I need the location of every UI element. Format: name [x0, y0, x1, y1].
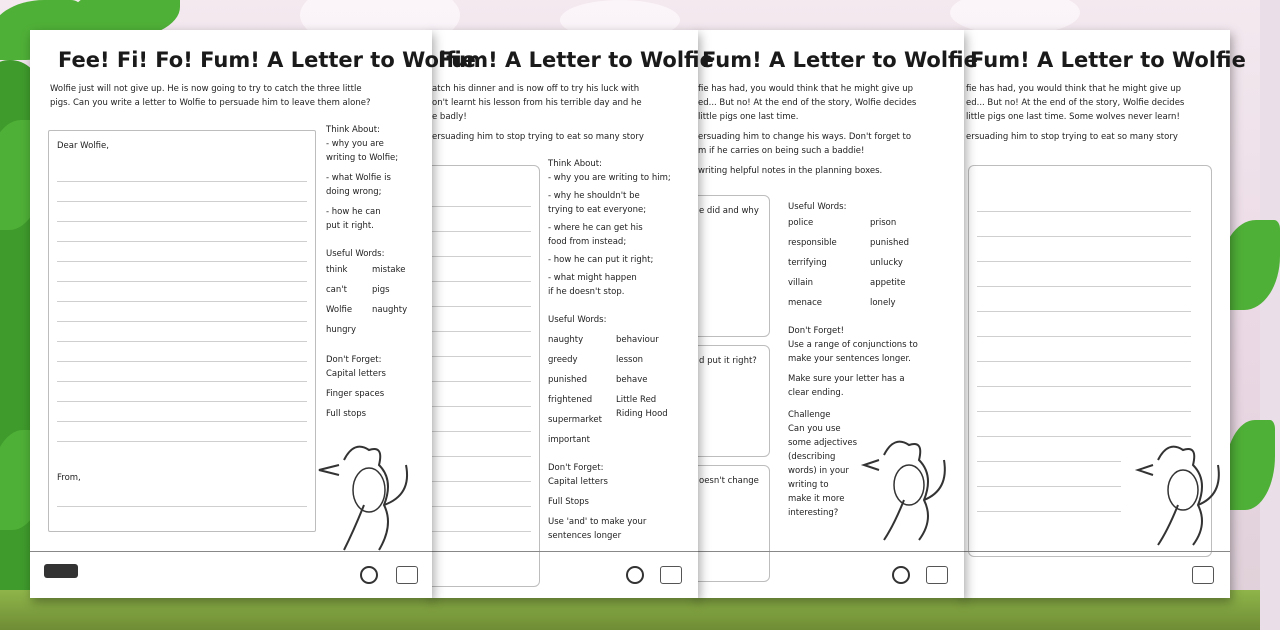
useful-word: police — [788, 218, 814, 228]
football-icon — [360, 566, 378, 584]
dont-forget-item: Full Stops — [548, 497, 589, 507]
useful-word: Riding Hood — [616, 409, 668, 419]
think-about-item: if he doesn't stop. — [548, 287, 625, 297]
wolf-illustration — [864, 430, 949, 545]
planning-box-label: d put it right? — [699, 356, 757, 366]
worksheet-2 — [428, 30, 714, 598]
useful-words-title: Useful Words: — [548, 315, 607, 325]
challenge-title: Challenge — [788, 410, 831, 420]
think-about-item: trying to eat everyone; — [548, 205, 647, 215]
intro-text: on't learnt his lesson from his terrible day and he — [432, 98, 642, 108]
useful-word: punished — [870, 238, 909, 248]
think-about-item: put it right. — [326, 221, 374, 231]
think-about-item: - why you are writing to him; — [548, 173, 671, 183]
worksheet-3 — [694, 30, 978, 598]
useful-word: supermarket — [548, 415, 602, 425]
challenge-text: writing to — [788, 480, 829, 490]
useful-word: hungry — [326, 325, 357, 335]
useful-word: punished — [548, 375, 587, 385]
intro-text: ed... But no! At the end of the story, Wolfie decides — [966, 98, 1185, 108]
planning-box-label: oesn't change — [699, 476, 759, 486]
useful-word: naughty — [548, 335, 584, 345]
intro-text: pigs. Can you write a letter to Wolfie to persuade him to leave them alone? — [50, 98, 371, 108]
useful-word: important — [548, 435, 590, 445]
footer — [960, 551, 1230, 598]
dont-forget-title: Don't Forget! — [788, 326, 845, 336]
useful-word: frightened — [548, 395, 593, 405]
intro-text: ersuading him to stop trying to eat so many story — [966, 132, 1178, 142]
dont-forget-item: Use a range of conjunctions to — [788, 340, 918, 350]
dont-forget-item: Capital letters — [548, 477, 608, 487]
leaf — [1225, 420, 1275, 510]
think-about-item: - what might happen — [548, 273, 637, 283]
dont-forget-item: Use 'and' to make your — [548, 517, 647, 527]
think-about-item: - what Wolfie is — [326, 173, 391, 183]
think-about-item: - how he can put it right; — [548, 255, 654, 265]
useful-word: Little Red — [616, 395, 657, 405]
think-about-item: writing to Wolfie; — [326, 153, 399, 163]
think-about-item: - where he can get his — [548, 223, 643, 233]
dont-forget-item: Capital letters — [326, 369, 386, 379]
think-about-item: food from instead; — [548, 237, 627, 247]
dont-forget-item: sentences longer — [548, 531, 622, 541]
challenge-text: words) in your — [788, 466, 849, 476]
letter-signoff: From, — [57, 473, 81, 483]
useful-word: lesson — [616, 355, 644, 365]
challenge-text: some adjectives — [788, 438, 858, 448]
dont-forget-title: Don't Forget: — [326, 355, 382, 365]
useful-word: unlucky — [870, 258, 903, 268]
challenge-text: (describing — [788, 452, 836, 462]
worksheet-title: Fum! A Letter to Wolfie — [702, 48, 978, 72]
useful-word: behave — [616, 375, 648, 385]
useful-word: Wolfie — [326, 305, 353, 315]
think-about-item: - why he shouldn't be — [548, 191, 640, 201]
intro-text: little pigs one last time. — [698, 112, 799, 122]
intro-text: fie has had, you would think that he might give up — [966, 84, 1182, 94]
challenge-text: make it more — [788, 494, 845, 504]
intro-text: ersuading him to change his ways. Don't forget to — [698, 132, 912, 142]
useful-words-title: Useful Words: — [788, 202, 847, 212]
useful-word: appetite — [870, 278, 906, 288]
intro-text: Wolfie just will not give up. He is now going to try to catch the three little — [50, 84, 362, 94]
intro-text: atch his dinner and is now off to try his luck with — [432, 84, 640, 94]
intro-text: little pigs one last time. Some wolves never learn! — [966, 112, 1180, 122]
think-about-item: - why you are — [326, 139, 384, 149]
letter-greeting: Dear Wolfie, — [57, 141, 109, 151]
useful-word: think — [326, 265, 348, 275]
think-about-title: Think About: — [548, 159, 602, 169]
useful-word: naughty — [372, 305, 408, 315]
football-icon — [892, 566, 910, 584]
footer — [30, 551, 432, 598]
twinkl-logo — [44, 564, 78, 580]
badge-icon — [396, 566, 418, 584]
useful-word: terrifying — [788, 258, 827, 268]
footer — [428, 551, 698, 598]
useful-word: mistake — [372, 265, 406, 275]
challenge-text: interesting? — [788, 508, 839, 518]
think-about-item: doing wrong; — [326, 187, 382, 197]
footer — [694, 551, 964, 598]
useful-word: villain — [788, 278, 814, 288]
challenge-text: Can you use — [788, 424, 841, 434]
worksheet-title: Fee! Fi! Fo! Fum! A Letter to Wolfie — [58, 48, 476, 72]
useful-word: pigs — [372, 285, 390, 295]
useful-word: menace — [788, 298, 823, 308]
dont-forget-item: Finger spaces — [326, 389, 385, 399]
useful-word: prison — [870, 218, 897, 228]
letter-box — [422, 165, 540, 587]
planning-box — [688, 345, 770, 457]
intro-text: fie has had, you would think that he might give up — [698, 84, 914, 94]
useful-word: behaviour — [616, 335, 659, 345]
letter-box — [48, 130, 316, 532]
badge-icon — [660, 566, 682, 584]
intro-text: e badly! — [432, 112, 467, 122]
intro-text: writing helpful notes in the planning boxes. — [698, 166, 883, 176]
wolf-illustration — [1138, 435, 1223, 550]
dont-forget-item: make your sentences longer. — [788, 354, 911, 364]
badge-icon — [1192, 566, 1214, 584]
wolf-illustration — [314, 435, 414, 555]
think-about-item: - how he can — [326, 207, 381, 217]
dont-forget-title: Don't Forget: — [548, 463, 604, 473]
planning-box-label: e did and why — [699, 206, 759, 216]
useful-word: can't — [326, 285, 347, 295]
worksheet-title: Fum! A Letter to Wolfie — [438, 48, 714, 72]
dont-forget-item: clear ending. — [788, 388, 844, 398]
intro-text: ed... But no! At the end of the story, Wolfie decides — [698, 98, 917, 108]
worksheet-4 — [960, 30, 1246, 598]
badge-icon — [926, 566, 948, 584]
useful-words-title: Useful Words: — [326, 249, 385, 259]
dont-forget-item: Full stops — [326, 409, 367, 419]
useful-word: lonely — [870, 298, 896, 308]
think-about-title: Think About: — [326, 125, 380, 135]
intro-text: ersuading him to stop trying to eat so many story — [432, 132, 644, 142]
useful-word: responsible — [788, 238, 837, 248]
planning-box — [688, 195, 770, 337]
worksheet-title: Fum! A Letter to Wolfie — [970, 48, 1246, 72]
useful-word: greedy — [548, 355, 578, 365]
football-icon — [626, 566, 644, 584]
dont-forget-item: Make sure your letter has a — [788, 374, 905, 384]
intro-text: m if he carries on being such a baddie! — [698, 146, 865, 156]
